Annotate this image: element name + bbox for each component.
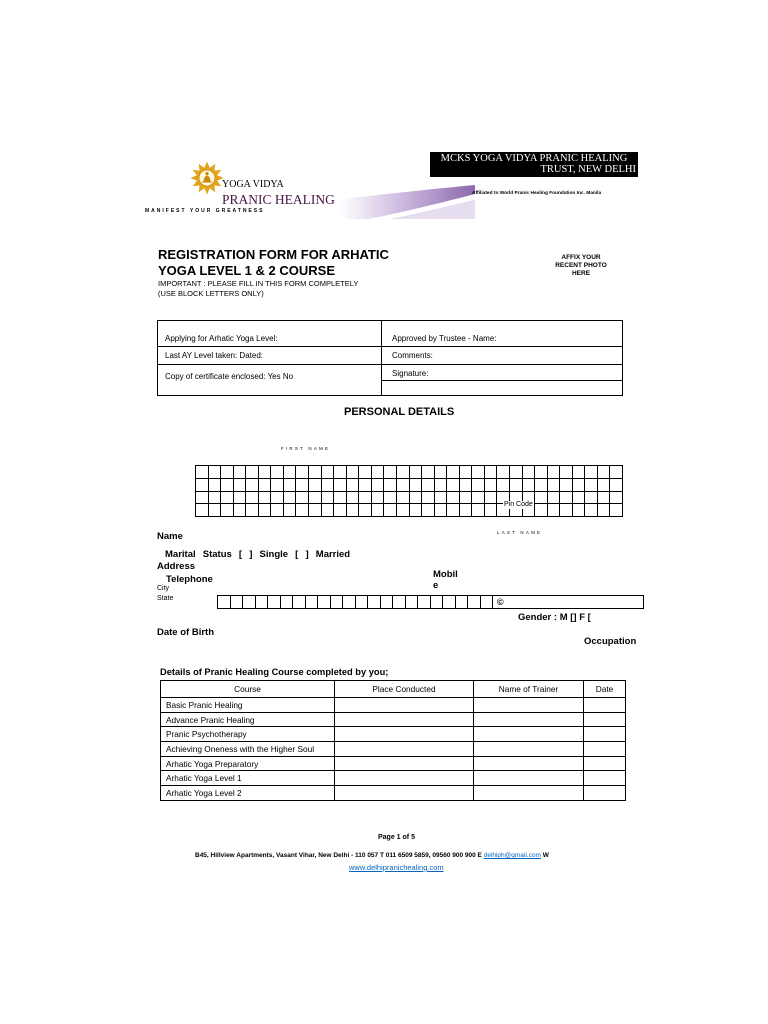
letter-box — [243, 596, 256, 609]
letter-box — [309, 466, 322, 479]
letter-box — [271, 492, 284, 505]
box-divider-vertical — [381, 321, 382, 395]
affiliation-text: Affiliated to World Pranic Healing Foundation Inc. Manila — [472, 191, 602, 196]
letter-box — [268, 596, 281, 609]
course-blank-cell — [335, 771, 474, 786]
course-table-header: Name of Trainer — [474, 681, 584, 698]
course-name-cell: Advance Pranic Healing — [161, 713, 335, 728]
letter-box — [397, 504, 410, 517]
letter-box — [422, 466, 435, 479]
footer-address-text: B45, Hillview Apartments, Vasant Vihar, New Delhi - 110 057 T 011 6509 5859, 09560 900 900 E — [195, 852, 484, 859]
letter-box — [246, 504, 259, 517]
letter-box — [447, 479, 460, 492]
letter-box — [196, 504, 209, 517]
letter-box — [447, 492, 460, 505]
letter-box — [259, 504, 272, 517]
course-name-cell: Basic Pranic Healing — [161, 698, 335, 713]
telephone-label: Telephone — [166, 573, 213, 585]
web-label: W — [540, 852, 549, 859]
letter-box — [293, 596, 306, 609]
letter-box — [384, 479, 397, 492]
letter-box — [318, 596, 331, 609]
name-label: Name — [157, 530, 183, 542]
letter-box — [610, 466, 623, 479]
letter-box — [359, 492, 372, 505]
letter-box — [372, 492, 385, 505]
letter-box — [435, 466, 448, 479]
course-blank-cell — [584, 786, 626, 801]
last-name-label: LAST NAME — [497, 530, 543, 535]
copyright-cell — [492, 595, 644, 609]
letter-box — [485, 504, 498, 517]
letter-box — [393, 596, 406, 609]
letter-box — [435, 492, 448, 505]
letter-box — [485, 492, 498, 505]
marital-status-label: Marital Status [ ] Single [ ] Married — [165, 548, 351, 560]
letter-box — [296, 504, 309, 517]
letter-box — [598, 479, 611, 492]
letter-box — [334, 466, 347, 479]
letter-box — [410, 479, 423, 492]
letter-box — [598, 492, 611, 505]
letter-box — [271, 504, 284, 517]
course-blank-cell — [335, 698, 474, 713]
letter-box — [296, 479, 309, 492]
letter-box — [296, 492, 309, 505]
letter-box — [397, 492, 410, 505]
letter-box — [309, 504, 322, 517]
letter-box — [259, 466, 272, 479]
letter-box — [598, 466, 611, 479]
letter-box — [585, 466, 598, 479]
course-name-cell: Arhatic Yoga Preparatory — [161, 757, 335, 772]
pin-code-label: Pin Code — [504, 501, 533, 508]
trust-name-line1: MCKS YOGA VIDYA PRANIC HEALING — [440, 153, 628, 164]
form-title-line2: YOGA LEVEL 1 & 2 COURSE — [158, 263, 335, 278]
sun-lotus-logo-icon — [190, 161, 224, 195]
letter-box — [334, 504, 347, 517]
letter-box — [610, 492, 623, 505]
letter-box — [560, 479, 573, 492]
course-blank-cell — [584, 727, 626, 742]
letter-box — [234, 492, 247, 505]
letter-box — [209, 479, 222, 492]
letter-box — [246, 479, 259, 492]
letter-box — [196, 466, 209, 479]
course-blank-cell — [474, 727, 584, 742]
letter-box — [281, 596, 294, 609]
approved-by-label: Approved by Trustee - Name: — [392, 333, 497, 343]
letter-box — [410, 466, 423, 479]
letter-box — [456, 596, 469, 609]
letter-box — [535, 479, 548, 492]
block-letters-note: (USE BLOCK LETTERS ONLY) — [158, 289, 264, 298]
letter-box — [359, 479, 372, 492]
letter-box — [347, 492, 360, 505]
letter-box — [246, 492, 259, 505]
letter-box — [523, 466, 536, 479]
letter-box — [372, 479, 385, 492]
box-divider-row3 — [381, 380, 622, 381]
letter-box — [497, 466, 510, 479]
course-blank-cell — [474, 757, 584, 772]
letter-box — [209, 492, 222, 505]
letter-box — [535, 504, 548, 517]
letter-box — [234, 479, 247, 492]
letter-box — [510, 466, 523, 479]
course-blank-cell — [474, 713, 584, 728]
letter-box — [234, 504, 247, 517]
letter-box — [397, 479, 410, 492]
course-blank-cell — [584, 757, 626, 772]
letter-box — [284, 479, 297, 492]
course-blank-cell — [335, 742, 474, 757]
letter-box — [497, 479, 510, 492]
letter-box — [231, 596, 244, 609]
letter-box — [384, 504, 397, 517]
letter-box — [322, 479, 335, 492]
letter-box — [535, 492, 548, 505]
letter-box — [560, 466, 573, 479]
photo-placeholder — [551, 254, 611, 278]
logo-text-pranic-healing: PRANIC HEALING — [222, 192, 335, 207]
letter-box — [422, 479, 435, 492]
date-of-birth-label: Date of Birth — [157, 626, 214, 638]
letter-box — [573, 492, 586, 505]
letter-box — [284, 492, 297, 505]
logo-text-yoga-vidya: YOGA VIDYA — [222, 179, 284, 190]
office-use-box — [157, 320, 623, 396]
letter-box — [384, 492, 397, 505]
course-blank-cell — [335, 727, 474, 742]
letter-box — [381, 596, 394, 609]
trust-name-banner — [430, 152, 638, 177]
letter-box — [422, 504, 435, 517]
occupation-label: Occupation — [584, 635, 637, 647]
address-label: Address — [157, 560, 196, 572]
address-letter-grid — [217, 595, 493, 609]
course-blank-cell — [335, 786, 474, 801]
photo-label-line3: HERE — [571, 270, 591, 277]
course-blank-cell — [474, 771, 584, 786]
trust-name-line2: TRUST, NEW DELHI — [540, 164, 636, 175]
letter-box — [472, 492, 485, 505]
letter-box — [322, 466, 335, 479]
letter-box — [296, 466, 309, 479]
mobile-label-part1: Mobil — [433, 568, 458, 580]
letter-box — [418, 596, 431, 609]
letter-box — [359, 466, 372, 479]
letter-box — [322, 504, 335, 517]
footer-address — [195, 852, 549, 860]
letter-box — [573, 466, 586, 479]
box-divider-row2 — [158, 364, 622, 365]
letter-box — [443, 596, 456, 609]
signature-label: Signature: — [392, 368, 429, 378]
letter-box — [472, 479, 485, 492]
course-blank-cell — [584, 742, 626, 757]
letter-box — [196, 492, 209, 505]
letter-box — [271, 479, 284, 492]
course-table-header: Course — [161, 681, 335, 698]
letter-box — [259, 479, 272, 492]
state-label: State — [157, 595, 174, 602]
letter-box — [284, 504, 297, 517]
section-heading-personal: PERSONAL DETAILS — [344, 406, 455, 418]
form-title-line1: REGISTRATION FORM FOR ARHATIC — [158, 247, 389, 262]
letter-box — [309, 492, 322, 505]
course-name-cell: Pranic Psychotherapy — [161, 727, 335, 742]
letter-box — [485, 466, 498, 479]
course-name-cell: Achieving Oneness with the Higher Soul — [161, 742, 335, 757]
mobile-label-part2: e — [433, 579, 439, 591]
letter-box — [359, 504, 372, 517]
applying-level-label: Applying for Arhatic Yoga Level: — [165, 333, 278, 343]
letter-box — [610, 479, 623, 492]
letter-box — [410, 504, 423, 517]
letter-box — [209, 466, 222, 479]
gender-label: Gender : M [] F [ — [518, 611, 591, 623]
email-link[interactable]: delhiph@gmail.com — [483, 852, 541, 859]
course-table — [160, 680, 626, 801]
course-blank-cell — [474, 786, 584, 801]
city-label: City — [157, 585, 170, 592]
copyright-mark: © — [497, 597, 504, 607]
course-blank-cell — [474, 742, 584, 757]
letter-box — [372, 504, 385, 517]
letter-box — [472, 504, 485, 517]
letter-box — [585, 504, 598, 517]
course-blank-cell — [474, 698, 584, 713]
letter-box — [322, 492, 335, 505]
letter-box — [410, 492, 423, 505]
letter-box — [460, 492, 473, 505]
letter-box — [397, 466, 410, 479]
letter-box — [306, 596, 319, 609]
course-name-cell: Arhatic Yoga Level 2 — [161, 786, 335, 801]
photo-label-line2: RECENT PHOTO — [555, 262, 607, 269]
letter-box — [284, 466, 297, 479]
letter-box — [548, 492, 561, 505]
letter-box — [548, 466, 561, 479]
letter-box — [246, 466, 259, 479]
box-divider-row1 — [158, 346, 622, 347]
letter-box — [573, 479, 586, 492]
last-level-label: Last AY Level taken: Dated: — [165, 350, 263, 360]
comments-label: Comments: — [392, 350, 433, 360]
letter-box — [585, 479, 598, 492]
letter-box — [218, 596, 231, 609]
letter-box — [485, 479, 498, 492]
letter-box — [460, 504, 473, 517]
letter-box — [384, 466, 397, 479]
letter-box — [435, 479, 448, 492]
letter-box — [309, 479, 322, 492]
first-name-label: FIRST NAME — [281, 446, 331, 451]
letter-box — [221, 492, 234, 505]
letter-box — [523, 479, 536, 492]
letter-box — [221, 504, 234, 517]
letter-box — [372, 466, 385, 479]
letter-box — [234, 466, 247, 479]
course-blank-cell — [335, 713, 474, 728]
name-letter-grid — [195, 465, 623, 517]
courses-heading: Details of Pranic Healing Course completed by you; — [160, 667, 389, 677]
letter-box — [221, 479, 234, 492]
letter-box — [347, 466, 360, 479]
letter-box — [535, 466, 548, 479]
letter-box — [343, 596, 356, 609]
course-table-header: Date — [584, 681, 626, 698]
letter-box — [422, 492, 435, 505]
letter-box — [447, 504, 460, 517]
course-blank-cell — [584, 771, 626, 786]
letter-box — [431, 596, 444, 609]
letter-box — [610, 504, 623, 517]
letter-box — [347, 479, 360, 492]
letter-box — [271, 466, 284, 479]
course-table-header: Place Conducted — [335, 681, 474, 698]
letter-box — [548, 504, 561, 517]
letter-box — [347, 504, 360, 517]
letter-box — [331, 596, 344, 609]
letter-box — [598, 504, 611, 517]
letter-box — [573, 504, 586, 517]
purple-swoosh-graphic — [340, 183, 475, 219]
letter-box — [560, 504, 573, 517]
course-blank-cell — [335, 757, 474, 772]
tagline: MANIFEST YOUR GREATNESS — [145, 208, 265, 214]
letter-box — [560, 492, 573, 505]
letter-box — [221, 466, 234, 479]
letter-box — [196, 479, 209, 492]
instruction-note: IMPORTANT : PLEASE FILL IN THIS FORM COMPLETELY — [158, 279, 359, 288]
letter-box — [435, 504, 448, 517]
photo-label-line1: AFFIX YOUR — [561, 254, 601, 261]
website-link[interactable]: www.delhipranichealing.com — [349, 863, 444, 872]
letter-box — [259, 492, 272, 505]
letter-box — [468, 596, 481, 609]
letter-box — [585, 492, 598, 505]
course-name-cell: Arhatic Yoga Level 1 — [161, 771, 335, 786]
letter-box — [472, 466, 485, 479]
letter-box — [447, 466, 460, 479]
page-number: Page 1 of 5 — [378, 834, 415, 841]
course-blank-cell — [584, 713, 626, 728]
course-blank-cell — [584, 698, 626, 713]
certificate-label: Copy of certificate enclosed: Yes No — [165, 371, 294, 381]
letter-box — [510, 479, 523, 492]
letter-box — [368, 596, 381, 609]
letter-box — [406, 596, 419, 609]
letter-box — [334, 479, 347, 492]
letter-box — [460, 466, 473, 479]
letter-box — [334, 492, 347, 505]
letter-box — [460, 479, 473, 492]
letter-box — [209, 504, 222, 517]
letter-box — [356, 596, 369, 609]
letter-box — [256, 596, 269, 609]
letter-box — [548, 479, 561, 492]
